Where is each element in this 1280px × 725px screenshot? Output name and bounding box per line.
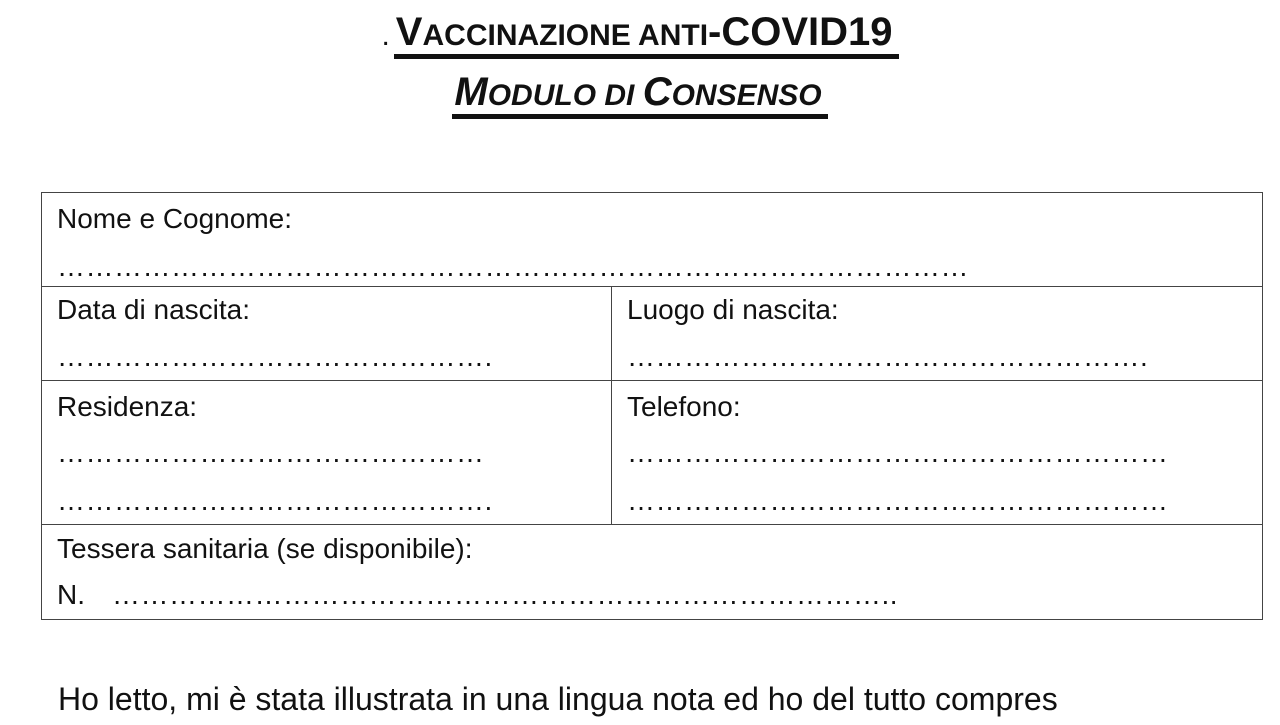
residence-fill-line-1[interactable]: ……………………………………… [57, 439, 485, 467]
phone-label: Telefono: [627, 391, 741, 422]
form-title-line-2 [0, 72, 1280, 119]
phone-fill-line-1[interactable]: ………………………………………………… [627, 439, 1169, 467]
phone-cell[interactable] [612, 381, 1262, 524]
personal-data-table [41, 192, 1263, 620]
birth-place-label: Luogo di nascita: [627, 294, 839, 325]
phone-fill-line-2[interactable]: ………………………………………………… [627, 487, 1169, 515]
title-small-caps-2: ODULO DI [487, 79, 643, 112]
consent-statement-text: Ho letto, mi è stata illustrata in una lingua nota ed ho del tutto compres [58, 681, 1058, 717]
birth-place-fill-line[interactable]: ………………………………………………. [627, 343, 1149, 371]
birth-date-cell[interactable] [42, 287, 612, 380]
health-card-label: Tessera sanitaria (se disponibile): [57, 533, 473, 564]
contact-row [42, 380, 1262, 524]
birth-row [42, 286, 1262, 380]
title-leading-dot: . [381, 19, 390, 52]
title-initial-c: C [642, 70, 672, 114]
residence-cell[interactable] [42, 381, 612, 524]
birth-place-cell[interactable] [612, 287, 1262, 380]
health-card-cell[interactable] [42, 525, 1262, 619]
residence-label: Residenza: [57, 391, 198, 422]
title-covid19: -COVID19 [708, 10, 893, 54]
health-card-row [42, 524, 1262, 619]
name-fill-line[interactable]: …………………………………………………………………………………… [57, 253, 969, 281]
vaccination-title [394, 12, 899, 59]
title-initial-v: V [395, 10, 423, 54]
health-card-number-prefix: N. [57, 579, 85, 610]
birth-date-label: Data di nascita: [57, 294, 250, 325]
name-row [42, 193, 1262, 286]
consent-module-title [452, 72, 827, 119]
residence-fill-line-2[interactable]: ………………………………………. [57, 487, 493, 515]
title-small-caps-1: ACCINAZIONE ANTI [422, 19, 709, 52]
name-label: Nome e Cognome: [57, 203, 293, 234]
form-title-line-1 [0, 12, 1280, 59]
title-initial-m: M [454, 70, 488, 114]
title-small-caps-3: ONSENSO [671, 79, 822, 112]
health-card-fill-line[interactable]: ……………………………………………………………………….. [112, 581, 899, 609]
name-cell[interactable] [42, 193, 1262, 286]
birth-date-fill-line[interactable]: ………………………………………. [57, 343, 493, 371]
